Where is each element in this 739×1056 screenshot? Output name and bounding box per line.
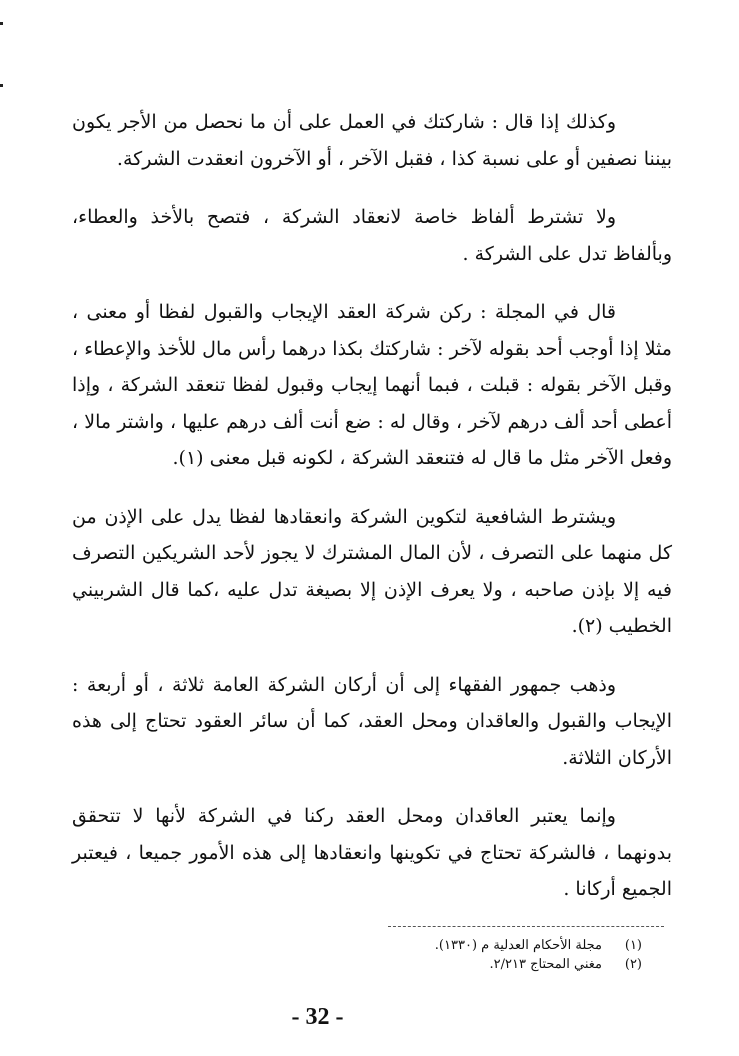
scan-edge-mark [0,22,3,25]
footnotes [380,936,642,974]
footnote [380,936,642,955]
paragraph: وذهب جمهور الفقهاء إلى أن أركان الشركة العامة ثلاثة ، أو أربعة : الإيجاب والقبول والعاقدان ومحل العقد، كما أن سائر العقود تحتاج إلى هذه الأركان الثلاثة. [72,673,672,769]
paragraph: وكذلك إذا قال : شاركتك في العمل على أن ما نحصل من الأجر يكون بيننا نصفين أو على نسبة كذا ، فقبل الآخر ، أو الآخرون انعقدت الشركة. [72,111,672,170]
footnote [380,955,642,974]
scan-edge-mark [0,84,3,87]
paragraph: قال في المجلة : ركن شركة العقد الإيجاب والقبول لفظا أو معنى ، مثلا إذا أوجب أحد بقوله لآخر : شاركتك بكذا درهما رأس مال للأخذ والإعطاء ، وقبل الآخر بقوله : قبلت ، فبما أنهما إيجاب وقبول لفظا تنعقد الشركة ، وإذا أعطى أحد ألف درهم لآخر ، وقال له : ضع أنت ألف درهم عليها ، واشتر مالا ، وفعل الآخر مثل ما قال له فتنعقد الشركة ، لكونه قبل معنى (١). [72,301,672,469]
footnote-number: (٢) [624,957,642,972]
page-number: - 32 - [291,1004,344,1030]
footnote-divider [388,926,664,927]
body-text [72,104,672,930]
paragraph: وإنما يعتبر العاقدان ومحل العقد ركنا في الشركة لأنها لا تتحقق بدونهما ، فالشركة تحتاج في تكوينها وانعقادها إلى هذه الأمور جميعا ، فيعتبر الجميع أركانا . [72,805,672,900]
paragraph: ولا تشترط ألفاظ خاصة لانعقاد الشركة ، فتصح بالأخذ والعطاء، وبألفاظ تدل على الشركة . [72,206,672,265]
footnote-text: مغني المحتاج ٢/٢١٣. [489,957,602,972]
footnote-number: (١) [624,938,642,953]
footnote-text: مجلة الأحكام العدلية م (١٣٣٠). [434,938,602,953]
paragraph: ويشترط الشافعية لتكوين الشركة وانعقادها لفظا يدل على الإذن من كل منهما على التصرف ، لأن المال المشترك لا يجوز لأحد الشريكين التصرف فيه إلا بإذن صاحبه ، ولا يعرف الإذن إلا بصيغة تدل عليه ،كما قال الشربيني الخطيب (٢). [72,505,672,637]
